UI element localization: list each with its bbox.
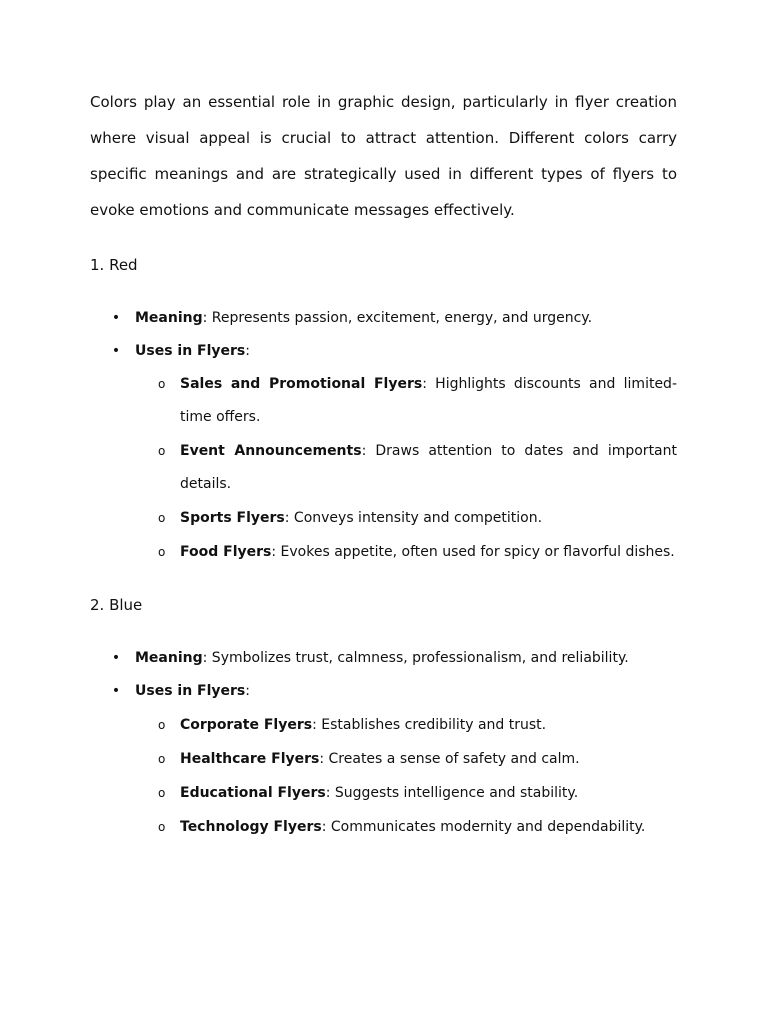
document-page <box>90 0 677 1024</box>
meaning-label: Meaning <box>135 310 203 326</box>
uses-label: Uses in Flyers <box>135 343 246 359</box>
item-label: Event Announcements <box>180 443 362 459</box>
item-text: : Suggests intelligence and stability. <box>325 785 579 801</box>
sub-bullet-icon: o <box>158 377 166 391</box>
intro-paragraph: Colors play an essential role in graphic design, particularly in flyer creation where visual appeal is crucial to attract attention. Different colors carry specific meanings and are strategically used in different types of flyers to evoke emotions and communicate messages effectively. <box>90 93 677 219</box>
sub-bullet-icon: o <box>158 444 166 458</box>
sub-bullet-icon: o <box>158 511 166 525</box>
item-label: Food Flyers <box>180 544 272 560</box>
item-label: Technology Flyers <box>180 819 322 835</box>
uses-suffix: : <box>245 343 250 359</box>
item-text: : Establishes credibility and trust. <box>312 717 547 733</box>
bullet-icon: • <box>111 683 121 699</box>
bullet-icon: • <box>111 343 121 359</box>
sub-bullet-icon: o <box>158 545 166 559</box>
item-text: : Draws attention to dates and important details. <box>180 443 677 492</box>
sub-bullet-icon: o <box>158 752 166 766</box>
meaning-text: : Symbolizes trust, calmness, professionalism, and reliability. <box>202 650 629 666</box>
bullet-icon: • <box>111 650 121 666</box>
bullet-icon: • <box>111 310 121 326</box>
item-text: : Creates a sense of safety and calm. <box>319 751 580 767</box>
item-text: : Conveys intensity and competition. <box>284 510 543 526</box>
item-text: : Evokes appetite, often used for spicy or flavorful dishes. <box>271 544 675 560</box>
item-label: Educational Flyers <box>180 785 326 801</box>
section-heading-red: 1. Red <box>90 256 138 274</box>
sub-bullet-icon: o <box>158 820 166 834</box>
item-label: Healthcare Flyers <box>180 751 320 767</box>
item-label: Corporate Flyers <box>180 717 313 733</box>
meaning-text: : Represents passion, excitement, energy, and urgency. <box>202 310 593 326</box>
meaning-label: Meaning <box>135 650 203 666</box>
uses-label: Uses in Flyers <box>135 683 246 699</box>
sub-bullet-icon: o <box>158 786 166 800</box>
section-heading-blue: 2. Blue <box>90 596 143 614</box>
item-label: Sports Flyers <box>180 510 285 526</box>
uses-suffix: : <box>245 683 250 699</box>
item-text: : Highlights discounts and limited-time offers. <box>180 376 677 425</box>
sub-bullet-icon: o <box>158 718 166 732</box>
item-text: : Communicates modernity and dependability. <box>321 819 646 835</box>
item-label: Sales and Promotional Flyers <box>180 376 423 392</box>
